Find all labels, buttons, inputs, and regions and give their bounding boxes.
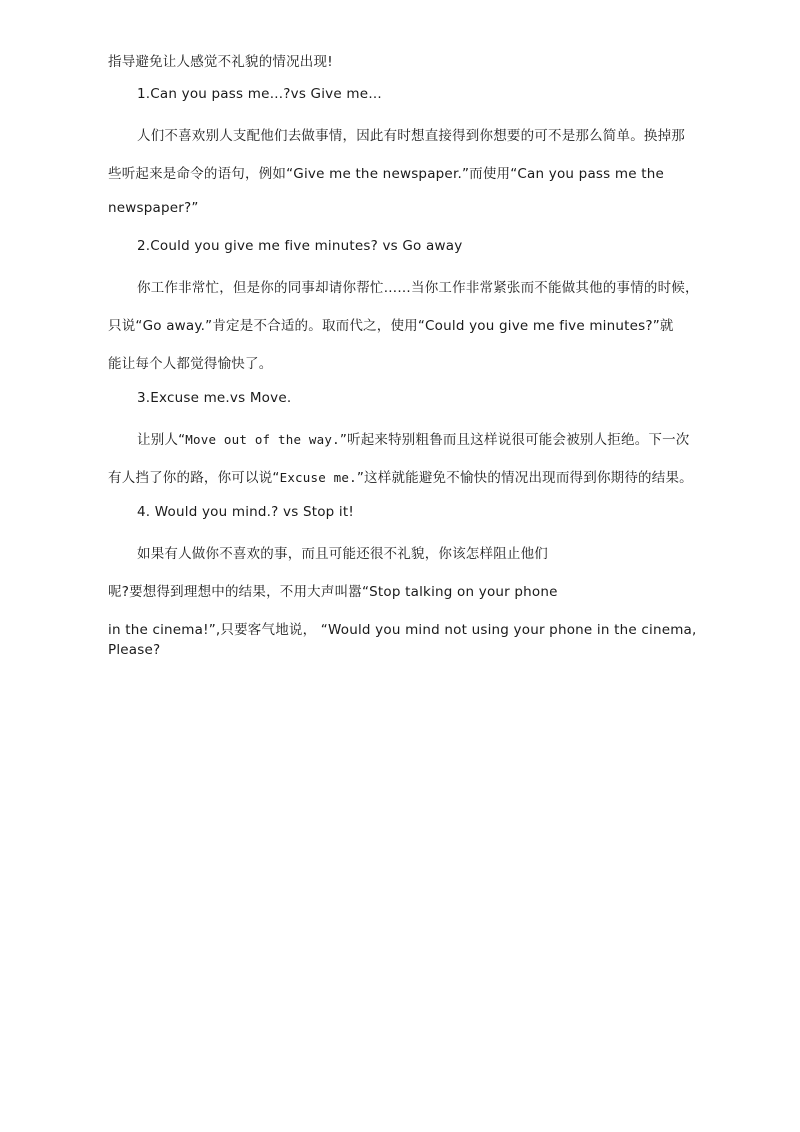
paragraph-1-line-1: 人们不喜欢别人支配他们去做事情，因此有时想直接得到你想要的可不是那么简单。换掉那 bbox=[137, 128, 685, 144]
paragraph-4-line-4: Please? bbox=[108, 642, 161, 658]
paragraph-3-line-2-end: ”这样就能避免不愉快的情况出现而得到你期待的结果。 bbox=[356, 470, 693, 486]
paragraph-4-line-3: in the cinema!”,只要客气地说， “Would you mind not using your phone in the cinema, bbox=[108, 622, 697, 638]
section-heading-1: 1.Can you pass me…?vs Give me… bbox=[137, 86, 382, 102]
quote-excuse-me: Excuse me. bbox=[279, 470, 357, 485]
quote-move-out-of-the-way: Move out of the way. bbox=[185, 432, 340, 447]
paragraph-1-line-2: 些听起来是命令的语句，例如“Give me the newspaper.”而使用“Can you pass me the bbox=[108, 166, 664, 182]
paragraph-4-line-1: 如果有人做你不喜欢的事，而且可能还很不礼貌，你该怎样阻止他们 bbox=[137, 546, 548, 562]
paragraph-2-line-2: 只说“Go away.”肯定是不合适的。取而代之，使用“Could you give me five minutes?”就 bbox=[108, 318, 674, 334]
section-heading-2: 2.Could you give me five minutes? vs Go away bbox=[137, 238, 463, 254]
paragraph-4-line-2: 呢?要想得到理想中的结果，不用大声叫嚣“Stop talking on your phone bbox=[108, 584, 558, 600]
paragraph-3-line-1 bbox=[137, 428, 690, 448]
paragraph-2-line-1: 你工作非常忙，但是你的同事却请你帮忙……当你工作非常紧张而不能做其他的事情的时候， bbox=[137, 280, 699, 296]
section-heading-4: 4. Would you mind.? vs Stop it! bbox=[137, 504, 354, 520]
section-heading-3: 3.Excuse me.vs Move. bbox=[137, 390, 292, 406]
paragraph-3-line-2-start: 有人挡了你的路，你可以说“ bbox=[108, 470, 280, 486]
paragraph-3-line-2 bbox=[108, 466, 693, 486]
paragraph-3-line-1-end: ”听起来特别粗鲁而且这样说很可能会被别人拒绝。下一次 bbox=[339, 432, 690, 448]
paragraph-2-line-3: 能让每个人都觉得愉快了。 bbox=[108, 356, 273, 372]
paragraph-1-line-3: newspaper?” bbox=[108, 200, 199, 216]
intro-line: 指导避免让人感觉不礼貌的情况出现! bbox=[108, 54, 333, 70]
paragraph-3-line-1-start: 让别人“ bbox=[137, 432, 186, 448]
